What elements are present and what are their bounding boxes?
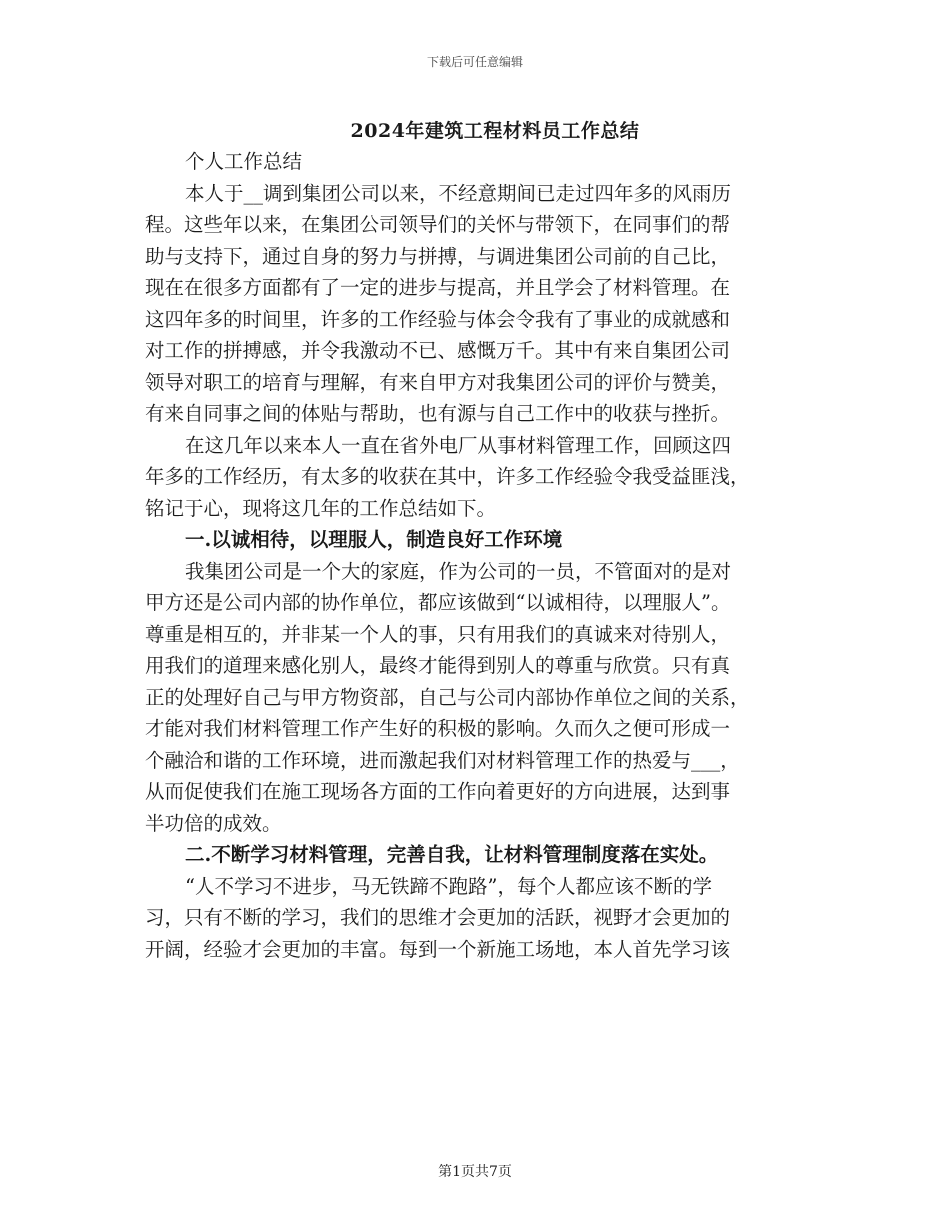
text-line: 习，只有不断的学习，我们的思维才会更加的活跃，视野才会更加的 <box>145 906 731 929</box>
text-line: 从而促使我们在施工现场各方面的工作向着更好的方向进展，达到事 <box>145 780 731 803</box>
text-line: 领导对职工的培育与理解，有来自甲方对我集团公司的评价与赞美， <box>145 370 731 394</box>
text-line: 半功倍的成效。 <box>145 811 282 835</box>
section-heading: 二.不断学习材料管理，完善自我，让材料管理制度落在实处。 <box>185 843 719 866</box>
text-line: 这四年多的时间里，许多的工作经验与体会令我有了事业的成就感和 <box>145 307 731 331</box>
header-note: 下载后可任意编辑 <box>426 55 523 69</box>
text-line: “人不学习不进步，马无铁蹄不跑路”，每个人都应该不断的学 <box>185 874 712 898</box>
text-line: 用我们的道理来感化别人，最终才能得到别人的尊重与欣赏。只有真 <box>145 654 731 677</box>
text-line: 开阔，经验才会更加的丰富。每到一个新施工场地，本人首先学习该 <box>145 937 731 961</box>
text-line: 个人工作总结 <box>185 150 303 173</box>
text-line: 尊重是相互的，并非某一个人的事，只有用我们的真诚来对待别人， <box>145 622 731 646</box>
text-line: 对工作的拼搏感，并令我激动不已、感慨万千。其中有来自集团公司 <box>145 339 731 362</box>
text-line: 助与支持下，通过自身的努力与拼搏，与调进集团公司前的自己比， <box>145 244 731 268</box>
text-line: 现在在很多方面都有了一定的进步与提高，并且学会了材料管理。在 <box>145 276 731 299</box>
text-line: 个融洽和谐的工作环境，进而激起我们对材料管理工作的热爱与___， <box>145 748 740 772</box>
text-line: 我集团公司是一个大的家庭，作为公司的一员，不管面对的是对 <box>185 559 732 583</box>
text-line: 在这几年以来本人一直在省外电厂从事材料管理工作，回顾这四 <box>185 433 732 457</box>
text-line: 本人于__调到集团公司以来，不经意期间已走过四年多的风雨历 <box>185 181 732 205</box>
text-line: 甲方还是公司内部的协作单位，都应该做到“以诚相待，以理服人”。 <box>145 591 731 614</box>
section-heading: 一.以诚相待，以理服人，制造良好工作环境 <box>185 528 563 551</box>
text-line: 正的处理好自己与甲方物资部，自己与公司内部协作单位之间的关系， <box>145 685 750 709</box>
page-number: 第1页共7页 <box>438 1164 512 1180</box>
document-body <box>145 146 810 965</box>
text-line: 程。这些年以来，在集团公司领导们的关怀与带领下，在同事们的帮 <box>145 213 731 236</box>
text-line: 年多的工作经历，有太多的收获在其中，许多工作经验令我受益匪浅， <box>145 465 750 488</box>
document-title: 2024年建筑工程材料员工作总结 <box>350 120 640 142</box>
text-line: 铭记于心，现将这几年的工作总结如下。 <box>145 496 497 520</box>
text-line: 才能对我们材料管理工作产生好的积极的影响。久而久之便可形成一 <box>145 717 731 740</box>
text-line: 有来自同事之间的体贴与帮助，也有源与自己工作中的收获与挫折。 <box>145 402 731 425</box>
